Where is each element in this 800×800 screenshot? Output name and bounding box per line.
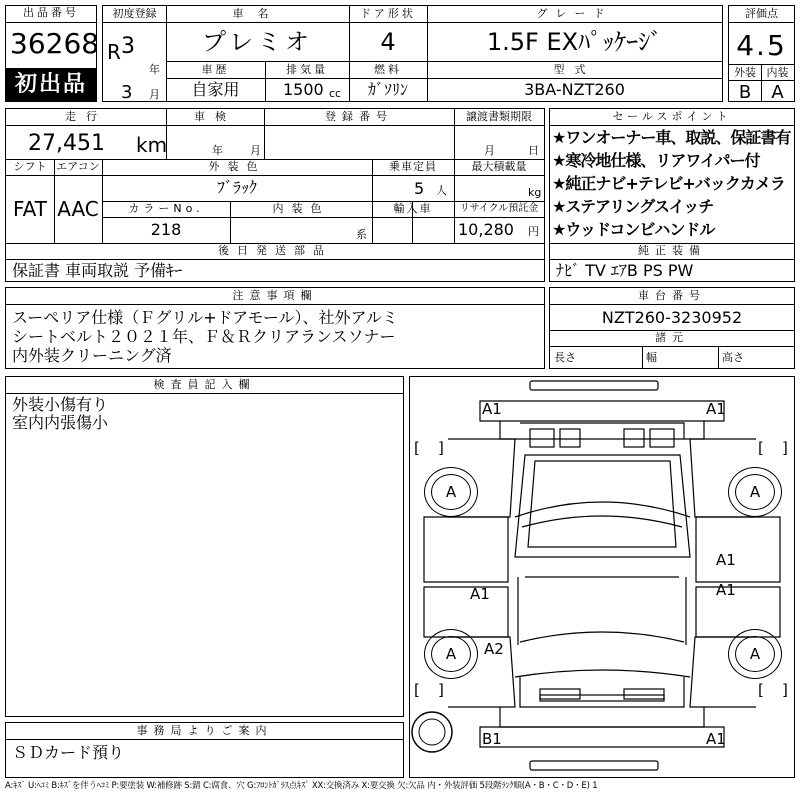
inspector-box: [5, 376, 404, 717]
selling-point-1: ★ワンオーナー車、取説、保証書有: [552, 128, 791, 147]
bracket-8: ]: [782, 681, 788, 699]
reg-era: R: [107, 40, 121, 64]
color-no-value: 218: [150, 220, 182, 239]
recycle-header: リサイクル預託金: [459, 203, 539, 214]
reg-month-unit: 月: [149, 88, 160, 101]
notes-line-2: シートベルト２０２１年、Ｆ＆Ｒクリアランスソナー: [12, 327, 396, 346]
transfer-header: 譲渡書類期限: [466, 110, 532, 123]
chassis-header: 車台番号: [638, 289, 706, 302]
model-value: 3BA-NZT260: [524, 80, 625, 99]
inspector-header: 検査員記入欄: [153, 378, 256, 391]
int-score-header: 内装: [766, 66, 789, 79]
selling-point-3: ★純正ナビ+テレビ+バックカメラ: [552, 174, 785, 193]
shift-value: FAT: [12, 197, 47, 221]
bracket-2: ]: [438, 439, 444, 457]
car-name-header: 車名: [232, 7, 283, 20]
front-left-tire-mark: A: [431, 474, 471, 510]
exterior-color-value: ﾌﾞﾗｯｸ: [216, 178, 257, 197]
selling-points-box: [549, 108, 795, 282]
exterior-color-header: 外装色: [208, 160, 266, 173]
front-right-tire: [728, 467, 782, 517]
bracket-1: [: [414, 439, 420, 457]
mark-rear-right-bumper: A1: [706, 730, 726, 748]
mark-front-left: A1: [482, 400, 502, 418]
mark-left-front-door: A1: [470, 585, 490, 603]
mark-rear-left-bumper: B1: [482, 730, 502, 748]
mileage-value: 27,451: [28, 131, 105, 156]
ext-score: B: [738, 82, 752, 103]
registration-header: 登録番号: [325, 110, 393, 123]
spec-length-label: 長さ: [554, 351, 576, 364]
front-left-tire: [424, 467, 478, 517]
notes-box: [5, 287, 545, 369]
fuel-value: ｶﾞｿﾘﾝ: [367, 80, 408, 99]
car-diagram: [409, 376, 795, 778]
notes-line-3: 内外装クリーニング済: [12, 346, 172, 365]
bracket-4: ]: [782, 439, 788, 457]
office-header: 事務局よりご案内: [136, 724, 273, 737]
mileage-header: 走行: [65, 110, 107, 123]
notes-header: 注意事項欄: [232, 289, 318, 302]
rear-right-tire: [728, 629, 782, 679]
lot-header: 出品番号: [23, 6, 79, 19]
spec-width-label: 幅: [646, 351, 657, 364]
main-top-box: [102, 5, 723, 102]
reg-year-unit: 年: [149, 63, 160, 76]
score-header: 評価点: [745, 7, 778, 20]
later-parts-value: 保証書 車両取説 予備ｷｰ: [12, 261, 183, 280]
spec-height-label: 高さ: [722, 351, 744, 364]
rear-left-tire: [424, 629, 478, 679]
chassis-value: NZT260-3230952: [601, 308, 743, 327]
grade-header: グレード: [536, 7, 613, 20]
office-box: [5, 722, 404, 778]
mileage-unit: km: [136, 133, 168, 157]
genuine-equipment-header: 純正装備: [638, 244, 706, 257]
notes-line-1: スーペリア仕様（Ｆグリル+ドアモール）、社外アルミ: [12, 308, 398, 327]
max-load-unit: kg: [528, 186, 542, 199]
grade-value: 1.5F EXﾊﾟｯｹｰｼﾞ: [486, 28, 663, 56]
inspection-header: 車検: [194, 110, 236, 123]
interior-color-unit: 系: [356, 228, 367, 241]
legend: A:ｷｽﾞ U:ﾍｺﾐ B:ｷｽﾞを伴うﾍｺﾐ P:要塗装 W:補修跡 S:錆 C:腐食、穴 G:ﾌﾛﾝﾄｶﾞﾗｽ点ｷｽﾞ XX:交換済み X:要交換 欠:欠品 内・外装評価 5段階ﾗﾝｸ順(A・B・C・D・E) 1: [5, 781, 598, 791]
mark-right-side: A1: [716, 581, 736, 599]
recycle-unit: 円: [528, 225, 539, 238]
lot-box: [5, 5, 100, 102]
displacement-unit: cc: [329, 87, 342, 100]
interior-color-header: 内装色: [272, 202, 330, 215]
rear-right-tire-mark: A: [735, 636, 775, 672]
capacity-unit: 人: [436, 184, 447, 197]
door-value: 4: [380, 28, 396, 56]
rear-left-tire-mark: A: [431, 636, 471, 672]
mark-right-front-door: A1: [716, 551, 736, 569]
inspector-line-1: 外装小傷有り: [12, 395, 109, 414]
capacity-value: 5: [414, 179, 425, 198]
reg-header: 初度登録: [112, 7, 157, 20]
score-box: [728, 5, 795, 102]
door-header: ドア形状: [360, 7, 416, 20]
reg-year: 3: [121, 34, 135, 59]
history-header: 車歴: [201, 63, 230, 76]
displacement-value: 1500: [283, 80, 324, 99]
ext-score-header: 外装: [734, 66, 756, 79]
selling-point-2: ★寒冷地仕様、リアワイパー付: [552, 151, 760, 170]
int-score: A: [771, 82, 784, 103]
first-listing-badge: 初出品: [6, 68, 96, 101]
later-parts-header: 後日発送部品: [218, 244, 332, 257]
fuel-header: 燃料: [374, 63, 402, 76]
mark-front-right: A1: [706, 400, 726, 418]
genuine-equipment-value: ﾅﾋﾞ TV ｴｱB PS PW: [556, 261, 694, 280]
details-box: [5, 108, 545, 282]
lot-number: 36268: [10, 27, 100, 60]
inspector-line-2: 室内内張傷小: [12, 413, 109, 432]
reg-month: 3: [121, 82, 133, 103]
score-value: 4.5: [736, 29, 787, 62]
inspection-year-unit: 年: [212, 144, 223, 157]
capacity-header: 乗車定員: [389, 160, 437, 173]
bracket-5: [: [414, 681, 420, 699]
bracket-7: [: [758, 681, 764, 699]
selling-point-5: ★ウッドコンビハンドル: [552, 220, 715, 239]
car-name: プレミオ: [201, 28, 314, 56]
mark-rear-left-dent: A2: [484, 640, 504, 658]
import-header: 輸入車: [393, 202, 433, 215]
office-value: ＳＤカード預り: [12, 743, 125, 762]
color-no-header: カラーNo.: [128, 202, 204, 215]
inspection-month-unit: 月: [250, 144, 261, 157]
car-outline: [410, 377, 794, 777]
recycle-value: 10,280: [458, 220, 514, 239]
selling-points-header: セールスポイント: [612, 110, 732, 123]
aircon-value: AAC: [57, 197, 99, 221]
max-load-header: 最大積載量: [471, 160, 527, 173]
model-header: 型式: [553, 63, 596, 76]
transfer-month-unit: 月: [484, 144, 495, 157]
transfer-day-unit: 日: [528, 144, 539, 157]
bracket-3: [: [758, 439, 764, 457]
history-value: 自家用: [191, 80, 240, 99]
aircon-header: エアコン: [56, 160, 100, 173]
displacement-header: 排気量: [286, 63, 328, 76]
selling-point-4: ★ステアリングスイッチ: [552, 197, 714, 216]
specs-header: 諸元: [655, 331, 689, 344]
shift-header: シフト: [13, 160, 47, 173]
chassis-box: [549, 287, 795, 369]
bracket-6: ]: [438, 681, 444, 699]
front-right-tire-mark: A: [735, 474, 775, 510]
